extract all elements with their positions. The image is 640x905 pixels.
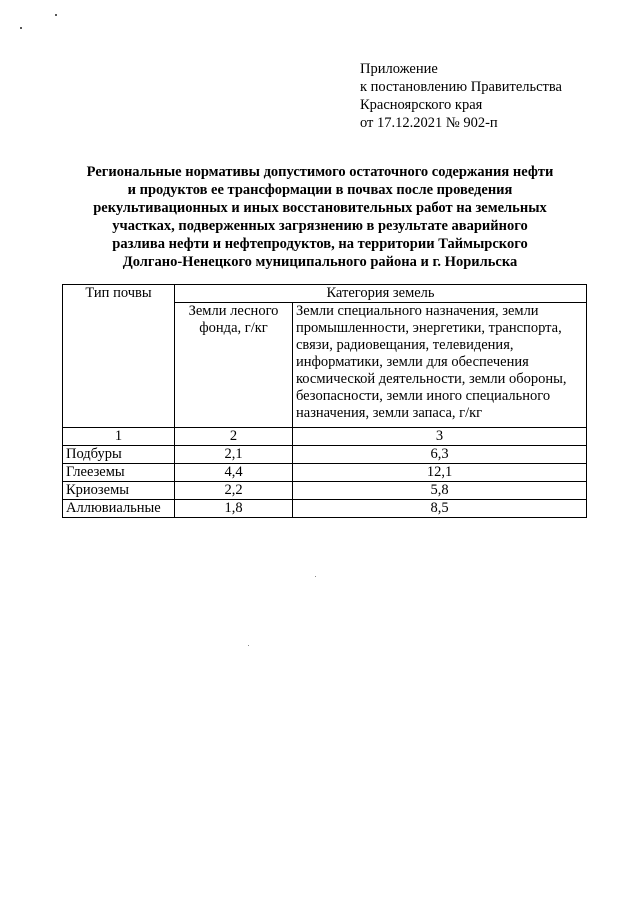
column-number-row xyxy=(63,428,587,446)
column-number: 2 xyxy=(175,428,293,446)
scan-speck xyxy=(55,14,57,16)
appendix-line: Красноярского края xyxy=(360,97,483,113)
soil-type-cell: Подбуры xyxy=(63,446,175,464)
forest-value-cell: 2,2 xyxy=(175,482,293,500)
special-lands-line: Земли специального назначения, земли xyxy=(296,303,539,319)
header-land-category: Категория земель xyxy=(175,285,587,303)
forest-value-cell: 4,4 xyxy=(175,464,293,482)
norms-table xyxy=(62,284,587,518)
table-row xyxy=(63,482,587,500)
special-lands-line: безопасности, земли иного специального xyxy=(296,388,551,404)
title-line: рекультивационных и иных восстановительных работ на земельных xyxy=(93,200,547,216)
scan-speck xyxy=(20,27,22,29)
special-lands-line: назначения, земли запаса, г/кг xyxy=(296,405,483,421)
forest-value-cell: 2,1 xyxy=(175,446,293,464)
header-forest-lands: Земли лесного фонда, г/кг xyxy=(175,303,293,428)
table-row xyxy=(63,446,587,464)
table-row xyxy=(63,464,587,482)
special-value-cell: 6,3 xyxy=(293,446,587,464)
header-soil-type: Тип почвы xyxy=(63,285,175,428)
document-title xyxy=(60,163,580,271)
special-value-cell: 8,5 xyxy=(293,500,587,518)
title-line: Региональные нормативы допустимого остаточного содержания нефти xyxy=(86,164,554,180)
special-lands-line: связи, радиовещания, телевидения, xyxy=(296,337,514,353)
soil-type-cell: Глееземы xyxy=(63,464,175,482)
appendix-line: от 17.12.2021 № 902-п xyxy=(360,115,498,131)
title-line: и продуктов ее трансформации в почвах после проведения xyxy=(127,182,513,198)
column-number: 1 xyxy=(63,428,175,446)
special-value-cell: 12,1 xyxy=(293,464,587,482)
title-line: разлива нефти и нефтепродуктов, на территории Таймырского xyxy=(112,236,528,252)
special-value-cell: 5,8 xyxy=(293,482,587,500)
scan-dot xyxy=(315,576,316,577)
table-row xyxy=(63,500,587,518)
title-line: Долгано-Ненецкого муниципального района и г. Норильска xyxy=(122,254,518,270)
special-lands-line: информатики, земли для обеспечения xyxy=(296,354,529,370)
scan-dot xyxy=(248,645,249,646)
appendix-line: к постановлению Правительства xyxy=(360,79,562,95)
soil-type-cell: Аллювиальные xyxy=(63,500,175,518)
header-special-lands xyxy=(293,303,587,428)
appendix-line: Приложение xyxy=(360,61,438,77)
forest-value-cell: 1,8 xyxy=(175,500,293,518)
special-lands-line: промышленности, энергетики, транспорта, xyxy=(296,320,562,336)
appendix-reference xyxy=(360,60,562,132)
table-header-row xyxy=(63,285,587,303)
title-line: участках, подверженных загрязнению в результате аварийного xyxy=(112,218,528,234)
special-lands-line: космической деятельности, земли обороны, xyxy=(296,371,567,387)
column-number: 3 xyxy=(293,428,587,446)
soil-type-cell: Криоземы xyxy=(63,482,175,500)
